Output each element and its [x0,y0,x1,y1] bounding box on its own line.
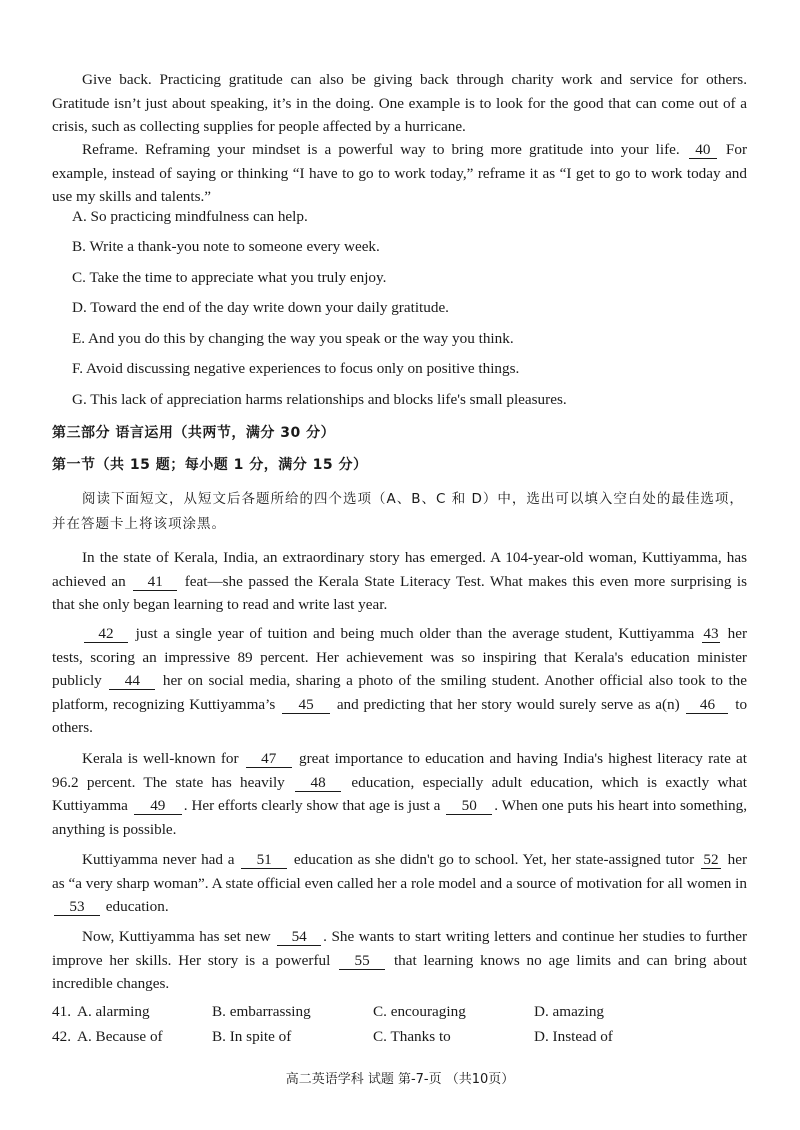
choice-b: B. embarrassing [212,1003,311,1020]
reframe-text-2: For example, instead of saying or thinking “I have to go to work today,” reframe it as “I get to go to work today and use my skills and talents.” [52,141,748,205]
give-back-text: Give back. Practicing gratitude can also be giving back through charity work and service for others. Gratitude isn’t just about speaking, it’s in the doing. One example is to look for the good that can come out of a crisis, such as collecting supplies for people affected by a hurricane. [52,71,747,135]
question-number: 42. [52,1028,71,1045]
choice-b: B. In spite of [212,1028,292,1045]
section-one-title: 第一节（共 15 题；每小题 1 分，满分 15 分） [52,457,368,473]
blank-46: 46 [686,696,728,714]
instructions-text: 阅读下面短文，从短文后各题所给的四个选项（A、B、C 和 D）中，选出可以填入空白处的最佳选项，并在答题卡上将该项涂黑。 [52,491,744,532]
blank-52: 52 [701,851,721,869]
cloze-paragraph-5 [52,925,747,996]
cloze-text: Kerala is well-known for [82,750,239,767]
cloze-text: just a single year of tuition and being much older than the average student, Kuttiyamma [135,625,695,642]
question-number: 41. [52,1003,71,1020]
reframe-paragraph [52,138,747,209]
blank-43: 43 [703,625,719,642]
blank-44: 44 [109,672,155,690]
option-f: F. Avoid discussing negative experiences to focus only on positive things. [72,360,520,377]
question-41 [52,1001,752,1023]
cloze-text: . Her efforts clearly show that age is just a [183,797,441,814]
option-b: B. Write a thank-you note to someone every week. [72,238,380,255]
reframe-text-1: Reframe. Reframing your mindset is a powerful way to bring more gratitude into your life. [82,141,680,158]
option-a: A. So practicing mindfulness can help. [72,208,308,225]
cloze-text: Kuttiyamma never had a [82,851,235,868]
choice-d: D. amazing [534,1003,605,1020]
blank-51: 51 [241,851,287,869]
blank-47: 47 [246,750,292,768]
question-42 [52,1026,752,1048]
part-three-title: 第三部分 语言运用（共两节，满分 30 分） [52,425,336,441]
cloze-text: feat—she passed the Kerala State Literacy Test. What makes this even more surprising is that she only began learning to read and write last year. [52,572,748,613]
cloze-text: . She wants to start writing letters and continue her studies to further improve her skills. Her story is a powerful [52,928,747,969]
cloze-text: In the state of Kerala, India, an extraordinary story has emerged. A 104-year-old woman, Kuttiyamma, has achieved an [52,549,747,590]
instructions [52,487,748,537]
cloze-text: . When one puts his heart into something, anything is possible. [52,797,748,838]
cloze-text: and predicting that her story would surely serve as a(n) [336,695,680,713]
page-footer: 高二英语学科 试题 第-7-页 （共10页） [285,1072,515,1087]
blank-50: 50 [446,797,492,815]
cloze-text: her tests, scoring an impressive 89 percent. Her achievement was so inspiring that Kerala's education minister publicly [52,625,748,689]
cloze-text: to others. [52,695,748,736]
choice-c: C. Thanks to [373,1028,451,1045]
blank-41: 41 [133,573,177,591]
cloze-text: her as “a very sharp woman”. A state official even called her a role model and a source of motivation for all women in [52,851,748,892]
blank-54: 54 [277,928,321,946]
cloze-paragraph-1 [52,546,747,617]
cloze-text: great importance to education and having India's highest literacy rate at 96.2 percent. The state has heavily [52,750,748,791]
choice-d: D. Instead of [534,1028,613,1045]
choice-a: A. alarming [77,1003,150,1020]
blank-42: 42 [84,625,128,643]
blank-49: 49 [134,797,182,815]
give-back-paragraph [52,68,747,139]
blank-40: 40 [689,141,717,159]
cloze-paragraph-2 [52,622,747,740]
blank-45: 45 [282,696,330,714]
cloze-paragraph-4 [52,848,747,919]
option-g: G. This lack of appreciation harms relationships and blocks life's small pleasures. [72,391,567,408]
cloze-paragraph-3 [52,747,747,841]
cloze-text: education, especially adult education, which is exactly what Kuttiyamma [52,773,748,814]
option-e: E. And you do this by changing the way you speak or the way you think. [72,330,514,347]
blank-53: 53 [54,898,100,916]
cloze-text: that learning knows no age limits and can bring about incredible changes. [52,951,748,992]
choice-c: C. encouraging [373,1003,466,1020]
blank-48: 48 [295,774,341,792]
option-d: D. Toward the end of the day write down your daily gratitude. [72,299,449,316]
cloze-text: education. [105,898,169,915]
choice-a: A. Because of [77,1028,163,1045]
cloze-text: education as she didn't go to school. Yet, her state-assigned tutor [293,851,695,868]
cloze-text: Now, Kuttiyamma has set new [82,928,271,945]
blank-55: 55 [339,952,385,970]
option-c: C. Take the time to appreciate what you truly enjoy. [72,269,387,286]
cloze-text: her on social media, sharing a photo of the smiling student. Another official also took to the platform, recognizing Kuttiyamma’s [52,672,747,713]
